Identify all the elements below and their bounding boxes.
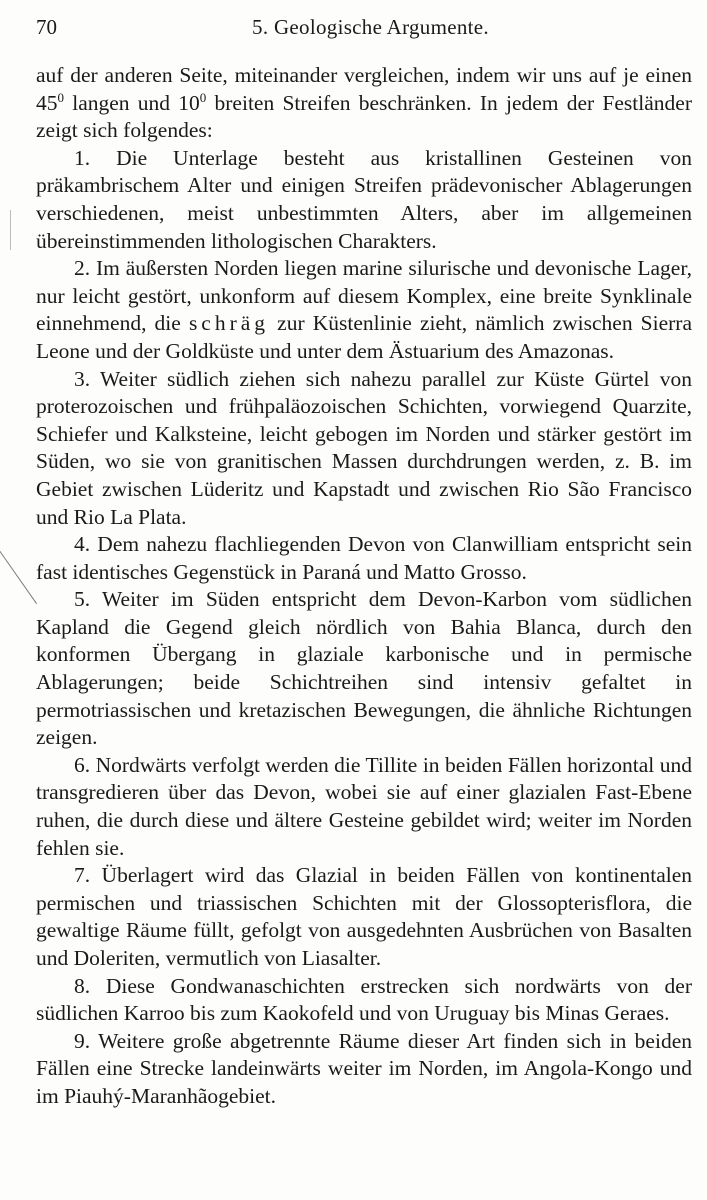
spaced-emphasis: schräg [188,311,270,336]
body-text [36,62,692,1111]
numbered-paragraph-1: 1. Die Unterlage besteht aus kristallinen Gesteinen von präkambrischem Alter und einigen Streifen prädevonischer Ablagerungen verschiedenen, meist unbestimmten Alters, aber im allgemeinen übereinstimmenden lithologischen Charakters. [36,145,692,253]
paragraph-text-part: 2. Im äußersten Norden liegen marine silurische und devonische Lager, nur leicht gestört, unkonform auf diesem Komplex, eine breite Synklinale einnehmend, die [36,256,692,336]
intro-text-part: auf der anderen Seite, miteinander vergleichen, indem wir uns auf je einen 45 [36,63,692,115]
margin-scan-mark [0,546,37,604]
numbered-paragraph-3: 3. Weiter südlich ziehen sich nahezu parallel zur Küste Gürtel von proterozoischen und frühpaläozoischen Schichten, vorwiegend Quarzite, Schiefer und Kalksteine, leicht gebogen im Norden und stärker gestört im Süden, wo sie von granitischen Massen durchdrungen werden, z. B. im Gebiet zwischen Lüderitz und Kapstadt und zwischen Rio São Francisco und Rio La Plata. [36,366,692,529]
intro-text-part: breiten Streifen beschränken. In jedem der Festländer zeigt sich folgendes: [36,90,692,143]
numbered-paragraph-7: 7. Überlagert wird das Glazial in beiden Fällen von kontinentalen permischen und triassischen Schichten mit der Glossopterisflora, die gewaltige Räume füllt, gefolgt von ausgedehnten Ausbrüchen von Basalten und Doleriten, vermutlich von Liasalter. [36,863,692,970]
numbered-paragraph-6: 6. Nordwärts verfolgt werden die Tillite in beiden Fällen horizontal und transgredieren über das Devon, wobei sie auf einer glazialen Fast-Ebene ruhen, die durch diese und ältere Gesteine gebildet wird; weiter im Norden fehlen sie. [36,752,692,860]
degree-superscript: 0 [57,89,64,105]
paragraph-text-part: zur Küstenlinie zieht, nämlich zwischen Sierra Leone und der Goldküste und unter dem Ästuarium des Amazonas. [36,311,693,363]
degree-superscript: 0 [199,89,207,105]
intro-paragraph [36,62,692,145]
intro-text-part: langen und 10 [64,90,200,115]
numbered-paragraph-2 [36,255,692,365]
page-header [36,12,685,42]
running-title: 5. Geologische Argumente. [252,15,489,39]
page-number: 70 [36,15,57,39]
numbered-paragraph-8: 8. Diese Gondwanaschichten erstrecken sich nordwärts von der südlichen Karroo bis zum Kaokofeld und von Uruguay bis Minas Geraes. [36,973,692,1026]
numbered-paragraph-4: 4. Dem nahezu flachliegenden Devon von Clanwilliam entspricht sein fast identisches Gegenstück in Paraná und Matto Grosso. [36,532,692,584]
margin-scan-mark [10,210,11,250]
numbered-paragraph-9: 9. Weitere große abgetrennte Räume dieser Art finden sich in beiden Fällen eine Strecke landeinwärts weiter im Norden, im Angola-Kongo und im Piauhý-Maranhãogebiet. [36,1028,692,1108]
numbered-paragraph-5: 5. Weiter im Süden entspricht dem Devon-Karbon vom südlichen Kapland die Gegend gleich nördlich von Bahia Blanca, durch den konformen Übergang in glaziale karbonische und in permische Ablagerungen; beide Schichtreihen sind intensiv gefaltet in permotriassischen und kretazischen Bewegungen, die ähnliche Richtungen zeigen. [36,587,692,750]
